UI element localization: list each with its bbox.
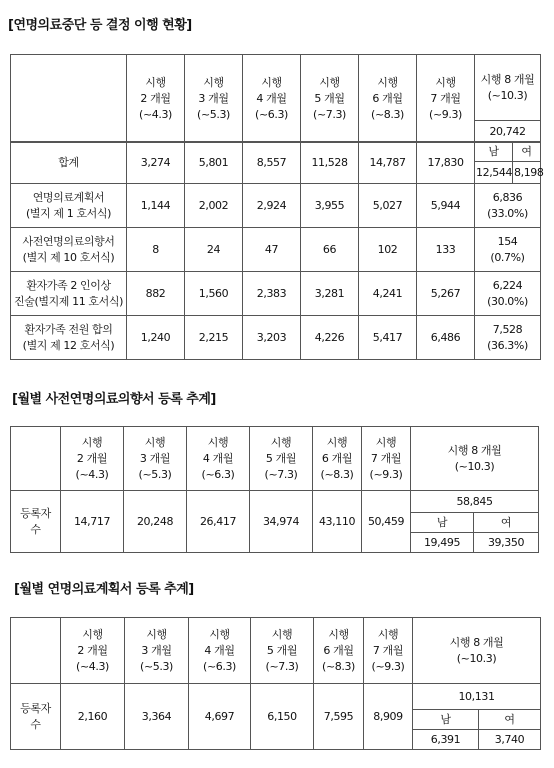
column-header: 시행 5 개월 (~7.3) bbox=[301, 55, 359, 143]
table-cell: 34,974 bbox=[250, 491, 313, 553]
column-header: 시행 2 개월 (~4.3) bbox=[61, 427, 124, 491]
section-2-title: [월별 사전연명의료의향서 등록 추계] bbox=[12, 392, 216, 407]
table-cell: 5,417 bbox=[359, 316, 417, 360]
table-cell: 3,203 bbox=[243, 316, 301, 360]
total-cell: 17,830 bbox=[417, 142, 475, 184]
row-label: 환자가족 2 인이상 진술(별지제 11 호서식) bbox=[11, 272, 127, 316]
total-cell: 5,801 bbox=[185, 142, 243, 184]
header-blank-cell bbox=[11, 618, 61, 684]
table-cell: 1,240 bbox=[127, 316, 185, 360]
table-cell: 6,486 bbox=[417, 316, 475, 360]
column-header: 시행 7 개월 (~9.3) bbox=[362, 427, 411, 491]
table-cell: 24 bbox=[185, 228, 243, 272]
table-cell: 8 bbox=[127, 228, 185, 272]
column-header-last: 시행 8 개월 (~10.3) bbox=[413, 618, 541, 684]
table-cell-last: 7,528 (36.3%) bbox=[475, 316, 541, 360]
female-label: 여 bbox=[474, 513, 539, 533]
table-cell-last: 154 (0.7%) bbox=[475, 228, 541, 272]
table-cell: 5,027 bbox=[359, 184, 417, 228]
table-cell: 43,110 bbox=[313, 491, 362, 553]
table-cell: 3,955 bbox=[301, 184, 359, 228]
row-label-total: 합계 bbox=[11, 142, 127, 184]
table-cell: 6,150 bbox=[251, 684, 314, 750]
male-value: 19,495 bbox=[411, 533, 474, 553]
column-header: 시행 2 개월 (~4.3) bbox=[61, 618, 125, 684]
column-header-last: 시행 8 개월 (~10.3) bbox=[475, 55, 541, 121]
table-cell: 4,241 bbox=[359, 272, 417, 316]
female-value: 8,198 bbox=[513, 162, 541, 184]
table-cell: 7,595 bbox=[314, 684, 364, 750]
column-header: 시행 5 개월 (~7.3) bbox=[251, 618, 314, 684]
male-label: 남 bbox=[475, 142, 513, 162]
table-cell: 133 bbox=[417, 228, 475, 272]
table-cell: 5,267 bbox=[417, 272, 475, 316]
table-cell-last: 6,836 (33.0%) bbox=[475, 184, 541, 228]
decision-status-table-body bbox=[10, 141, 544, 360]
row-label: 환자가족 전원 합의 (별지 제 12 호서식) bbox=[11, 316, 127, 360]
total-cell: 14,787 bbox=[359, 142, 417, 184]
table-cell: 2,160 bbox=[61, 684, 125, 750]
column-header: 시행 7 개월 (~9.3) bbox=[364, 618, 413, 684]
table-cell: 882 bbox=[127, 272, 185, 316]
female-label: 여 bbox=[513, 142, 541, 162]
column-header: 시행 3 개월 (~5.3) bbox=[125, 618, 189, 684]
male-label: 남 bbox=[411, 513, 474, 533]
table-cell: 4,226 bbox=[301, 316, 359, 360]
section-3-title: [월별 연명의료계획서 등록 추계] bbox=[14, 582, 194, 597]
female-label: 여 bbox=[479, 710, 541, 730]
column-header: 시행 6 개월 (~8.3) bbox=[314, 618, 364, 684]
column-header: 시행 6 개월 (~8.3) bbox=[359, 55, 417, 143]
table-cell: 47 bbox=[243, 228, 301, 272]
column-header: 시행 3 개월 (~5.3) bbox=[185, 55, 243, 143]
table-cell: 1,560 bbox=[185, 272, 243, 316]
total-value: 10,131 bbox=[413, 684, 541, 710]
table-cell: 2,215 bbox=[185, 316, 243, 360]
total-cell: 3,274 bbox=[127, 142, 185, 184]
male-value: 6,391 bbox=[413, 730, 479, 750]
table-cell: 14,717 bbox=[61, 491, 124, 553]
column-header: 시행 4 개월 (~6.3) bbox=[243, 55, 301, 143]
male-label: 남 bbox=[413, 710, 479, 730]
total-cell: 11,528 bbox=[301, 142, 359, 184]
female-value: 3,740 bbox=[479, 730, 541, 750]
section-1-title: [연명의료중단 등 결정 이행 현황] bbox=[8, 18, 192, 33]
total-value: 20,742 bbox=[475, 121, 541, 143]
table-cell: 8,909 bbox=[364, 684, 413, 750]
lst-plan-table bbox=[10, 617, 541, 750]
row-label: 사전연명의료의향서 (별지 제 10 호서식) bbox=[11, 228, 127, 272]
table-cell: 2,924 bbox=[243, 184, 301, 228]
column-header: 시행 7 개월 (~9.3) bbox=[417, 55, 475, 143]
row-label: 등록자 수 bbox=[11, 684, 61, 750]
header-blank-cell bbox=[11, 55, 127, 143]
column-header-last: 시행 8 개월 (~10.3) bbox=[411, 427, 539, 491]
table-cell: 66 bbox=[301, 228, 359, 272]
table-cell: 3,364 bbox=[125, 684, 189, 750]
table-cell: 50,459 bbox=[362, 491, 411, 553]
table-cell: 20,248 bbox=[124, 491, 187, 553]
column-header: 시행 6 개월 (~8.3) bbox=[313, 427, 362, 491]
table-cell: 4,697 bbox=[189, 684, 251, 750]
male-value: 12,544 bbox=[475, 162, 513, 184]
row-label: 등록자 수 bbox=[11, 491, 61, 553]
column-header: 시행 4 개월 (~6.3) bbox=[189, 618, 251, 684]
table-cell: 2,002 bbox=[185, 184, 243, 228]
table-cell: 3,281 bbox=[301, 272, 359, 316]
decision-status-table bbox=[10, 54, 541, 143]
row-label: 연명의료계획서 (별지 제 1 호서식) bbox=[11, 184, 127, 228]
advance-directive-table bbox=[10, 426, 539, 553]
table-cell: 5,944 bbox=[417, 184, 475, 228]
column-header: 시행 5 개월 (~7.3) bbox=[250, 427, 313, 491]
table-cell: 102 bbox=[359, 228, 417, 272]
header-blank-cell bbox=[11, 427, 61, 491]
table-cell-last: 6,224 (30.0%) bbox=[475, 272, 541, 316]
column-header: 시행 4 개월 (~6.3) bbox=[187, 427, 250, 491]
table-cell: 1,144 bbox=[127, 184, 185, 228]
total-cell: 8,557 bbox=[243, 142, 301, 184]
female-value: 39,350 bbox=[474, 533, 539, 553]
column-header: 시행 2 개월 (~4.3) bbox=[127, 55, 185, 143]
column-header: 시행 3 개월 (~5.3) bbox=[124, 427, 187, 491]
total-value: 58,845 bbox=[411, 491, 539, 513]
table-cell: 26,417 bbox=[187, 491, 250, 553]
table-cell: 2,383 bbox=[243, 272, 301, 316]
